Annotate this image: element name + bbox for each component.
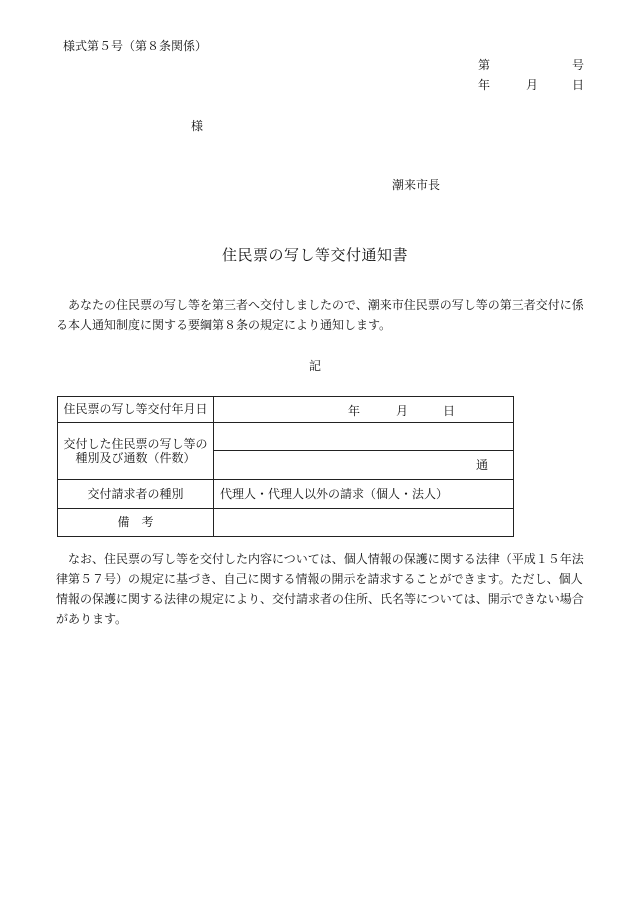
document-number-suffix: 号	[572, 58, 585, 72]
notice-details-table	[57, 396, 514, 537]
issue-date-label: 住民票の写し等交付年月日	[58, 397, 214, 423]
note-paragraph: なお、住民票の写し等を交付した内容については、個人情報の保護に関する法律（平成１５年法律第５７号）の規定に基づき、自己に関する情報の開示を請求することができます。ただし、個人情報の保護に関する法律の規定により、交付請求者の住所、氏名等については、開示できない場合があります。	[56, 552, 584, 626]
issue-date-day: 日	[572, 78, 585, 92]
issue-date-value	[214, 397, 514, 423]
table-row	[58, 509, 514, 537]
requester-type-label: 交付請求者の種別	[58, 480, 214, 509]
ki-heading: 記	[308, 359, 321, 373]
issue-date-month: 月	[526, 78, 539, 92]
document-type-count-label-line1: 交付した住民票の写し等の	[63, 436, 208, 451]
issuer: 潮来市長	[392, 178, 441, 192]
table-row	[58, 397, 514, 423]
document-type-count-label-line2: 種別及び通数（件数）	[75, 451, 196, 465]
remarks-value	[214, 509, 514, 537]
addressee-honorific: 様	[191, 119, 204, 133]
table-date-month: 月	[396, 404, 409, 418]
document-type-value	[214, 423, 514, 451]
table-date-day: 日	[443, 404, 456, 418]
table-date-year: 年	[348, 404, 361, 418]
requester-type-value: 代理人・代理人以外の請求（個人・法人）	[214, 480, 514, 509]
form-number: 様式第５号（第８条関係）	[63, 39, 208, 53]
document-count-value: 通	[214, 451, 514, 480]
body-paragraph: あなたの住民票の写し等を第三者へ交付しましたので、潮来市住民票の写し等の第三者交付に係る本人通知制度に関する要綱第８条の規定により通知します。	[56, 298, 584, 332]
remarks-label: 備 考	[58, 509, 214, 537]
table-row	[58, 480, 514, 509]
issue-date-year: 年	[478, 78, 491, 92]
table-row	[58, 423, 514, 451]
document-type-count-label	[58, 423, 214, 480]
document-title: 住民票の写し等交付通知書	[221, 246, 408, 264]
document-number-prefix: 第	[478, 58, 491, 72]
